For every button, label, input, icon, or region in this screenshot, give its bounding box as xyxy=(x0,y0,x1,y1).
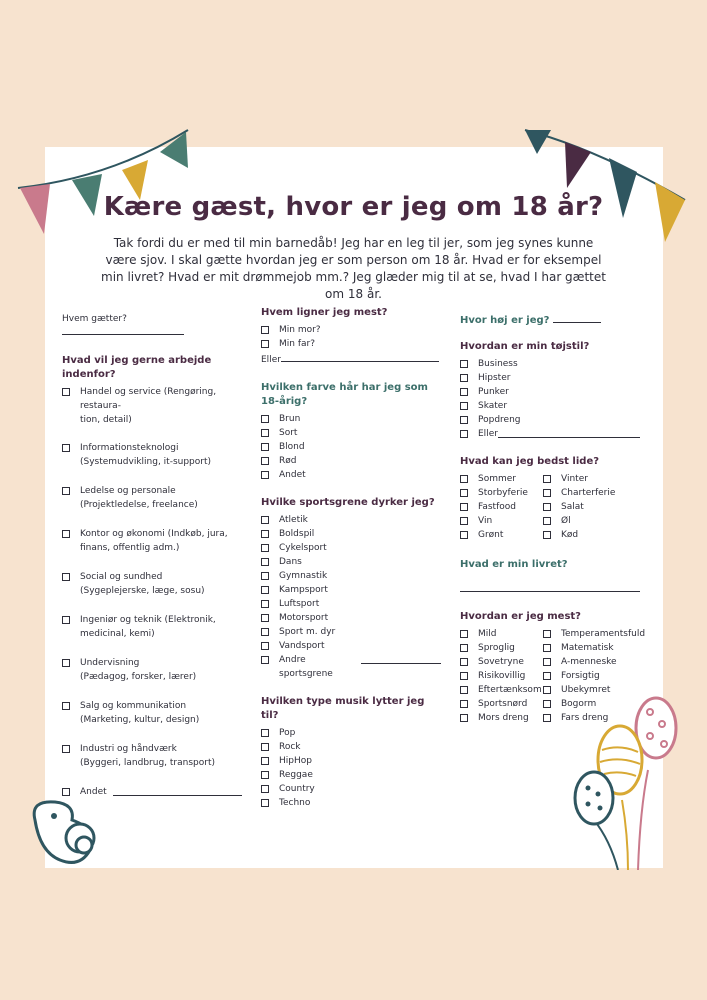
traits-option[interactable]: Risikovillig xyxy=(460,669,543,683)
checkbox[interactable] xyxy=(261,614,269,622)
checkbox[interactable] xyxy=(62,616,70,624)
hair-option[interactable]: Sort xyxy=(261,426,441,440)
traits-option[interactable]: Matematisk xyxy=(543,641,640,655)
checkbox[interactable] xyxy=(543,531,551,539)
checkbox[interactable] xyxy=(543,489,551,497)
style-option[interactable]: Punker xyxy=(460,385,640,399)
sports-option[interactable]: Motorsport xyxy=(261,611,441,625)
checkbox[interactable] xyxy=(543,644,551,652)
guesser-field[interactable] xyxy=(62,324,184,335)
style-other-field[interactable] xyxy=(498,427,640,438)
sports-option-other[interactable]: Andre sportsgrene xyxy=(261,653,441,681)
column-middle xyxy=(261,306,441,810)
checkbox[interactable] xyxy=(261,572,269,580)
traits-option[interactable]: Forsigtig xyxy=(543,669,640,683)
work-option[interactable]: Social og sundhed (Sygeplejerske, læge, sosu) xyxy=(62,570,242,598)
traits-option[interactable]: Mors dreng xyxy=(460,711,543,725)
traits-option[interactable]: Sportsnørd xyxy=(460,697,543,711)
column-right xyxy=(460,306,646,725)
checkbox[interactable] xyxy=(62,530,70,538)
checkbox[interactable] xyxy=(62,659,70,667)
hair-option[interactable]: Blond xyxy=(261,440,441,454)
traits-option[interactable]: A-menneske xyxy=(543,655,640,669)
likes-option[interactable]: Fastfood xyxy=(460,500,543,514)
style-options xyxy=(460,357,640,441)
style-option-other[interactable]: Eller xyxy=(460,427,640,441)
traits-option[interactable]: Ubekymret xyxy=(543,683,640,697)
checkbox[interactable] xyxy=(62,573,70,581)
checkbox[interactable] xyxy=(460,416,468,424)
checkbox[interactable] xyxy=(62,444,70,452)
checkbox[interactable] xyxy=(261,785,269,793)
checkbox[interactable] xyxy=(261,600,269,608)
checkbox[interactable] xyxy=(62,745,70,753)
work-option[interactable]: Handel og service (Rengøring, restaura- tion, detail) xyxy=(62,385,242,427)
sports-option[interactable]: Gymnastik xyxy=(261,569,441,583)
checkbox[interactable] xyxy=(460,700,468,708)
checkbox[interactable] xyxy=(261,530,269,538)
checkbox[interactable] xyxy=(261,799,269,807)
traits-option[interactable]: Mild xyxy=(460,627,543,641)
checkbox[interactable] xyxy=(543,658,551,666)
checkbox[interactable] xyxy=(261,516,269,524)
sports-option[interactable]: Sport m. dyr xyxy=(261,625,441,639)
work-other-field[interactable] xyxy=(113,785,242,796)
checkbox[interactable] xyxy=(543,700,551,708)
likes-option[interactable]: Charterferie xyxy=(543,486,640,500)
likes-question: Hvad kan jeg bedst lide? xyxy=(460,456,600,467)
sports-option[interactable]: Atletik xyxy=(261,513,441,527)
likes-option[interactable]: Kød xyxy=(543,528,640,542)
sports-option[interactable]: Luftsport xyxy=(261,597,441,611)
guesser-label: Hvem gætter? xyxy=(62,314,127,324)
checkbox[interactable] xyxy=(460,503,468,511)
traits-option[interactable]: Sproglig xyxy=(460,641,543,655)
checkbox[interactable] xyxy=(261,628,269,636)
work-option[interactable]: Ingeniør og teknik (Elektronik, medicinal, kemi) xyxy=(62,613,242,641)
music-option[interactable]: Pop xyxy=(261,726,441,740)
hair-option[interactable]: Andet xyxy=(261,468,441,482)
music-option[interactable]: Reggae xyxy=(261,768,441,782)
intro-text: Tak fordi du er med til min barnedåb! Jeg har en leg til jer, som jeg synes kunne være sjov. I skal gætte hvordan jeg er som person om 18 år. Hvad er for eksempel min livret? Hvad er mit drømmejob mm.? Jeg glæder mig til at se, hvad I har gættet om 18 år. xyxy=(101,236,606,301)
resemble-other-field[interactable] xyxy=(281,351,439,362)
music-option[interactable]: HipHop xyxy=(261,754,441,768)
work-option[interactable]: Ledelse og personale (Projektledelse, freelance) xyxy=(62,484,242,512)
hair-option[interactable]: Brun xyxy=(261,412,441,426)
dish-question: Hvad er min livret? xyxy=(460,559,568,570)
likes-options xyxy=(460,472,640,542)
checkbox[interactable] xyxy=(460,672,468,680)
dish-field[interactable] xyxy=(460,581,640,592)
style-question: Hvordan er min tøjstil? xyxy=(460,341,590,352)
checkbox[interactable] xyxy=(62,487,70,495)
work-option[interactable]: Informationsteknologi (Systemudvikling, it-support) xyxy=(62,441,242,469)
checkbox[interactable] xyxy=(460,489,468,497)
work-option-other[interactable]: Andet xyxy=(62,785,242,799)
checkbox[interactable] xyxy=(261,443,269,451)
likes-option[interactable]: Salat xyxy=(543,500,640,514)
guesser-row xyxy=(62,314,242,338)
sports-option[interactable]: Vandsport xyxy=(261,639,441,653)
work-options xyxy=(62,385,242,799)
checkbox[interactable] xyxy=(261,471,269,479)
likes-option[interactable]: Øl xyxy=(543,514,640,528)
checkbox[interactable] xyxy=(261,771,269,779)
bunting-left-icon xyxy=(10,118,210,248)
resemble-option[interactable]: Min mor? xyxy=(261,323,441,337)
sports-options xyxy=(261,513,441,681)
traits-option[interactable]: Temperamentsfuld xyxy=(543,627,640,641)
checkbox[interactable] xyxy=(460,475,468,483)
likes-option[interactable]: Sommer xyxy=(460,472,543,486)
checkbox[interactable] xyxy=(460,644,468,652)
hair-option[interactable]: Rød xyxy=(261,454,441,468)
traits-option[interactable]: Sovetryne xyxy=(460,655,543,669)
checkbox[interactable] xyxy=(261,429,269,437)
sports-question: Hvilke sportsgrene dyrker jeg? xyxy=(261,497,435,508)
checkbox[interactable] xyxy=(543,686,551,694)
work-option[interactable]: Salg og kommunikation (Marketing, kultur, design) xyxy=(62,699,242,727)
hair-options xyxy=(261,412,441,482)
resemble-other-row: Eller xyxy=(261,351,441,367)
music-question: Hvilken type musik lytter jeg til? xyxy=(261,696,425,721)
checkbox[interactable] xyxy=(460,686,468,694)
checkbox[interactable] xyxy=(460,531,468,539)
checkbox[interactable] xyxy=(261,415,269,423)
likes-option[interactable]: Storbyferie xyxy=(460,486,543,500)
checkbox[interactable] xyxy=(543,475,551,483)
checkbox[interactable] xyxy=(460,360,468,368)
work-question: Hvad vil jeg gerne arbejde indenfor? xyxy=(62,355,212,380)
page-title: Kære gæst, hvor er jeg om 18 år? xyxy=(103,192,604,222)
checkbox[interactable] xyxy=(543,503,551,511)
sports-option[interactable]: Kampsport xyxy=(261,583,441,597)
resemble-option[interactable]: Min far? xyxy=(261,337,441,351)
work-option[interactable]: Kontor og økonomi (Indkøb, jura, finans, offentlig adm.) xyxy=(62,527,242,555)
checkbox[interactable] xyxy=(460,388,468,396)
checkbox[interactable] xyxy=(261,457,269,465)
music-option[interactable]: Rock xyxy=(261,740,441,754)
checkbox[interactable] xyxy=(261,757,269,765)
music-option[interactable]: Techno xyxy=(261,796,441,810)
checkbox[interactable] xyxy=(460,517,468,525)
height-row: Hvor høj er jeg? xyxy=(460,312,640,328)
likes-option[interactable]: Vin xyxy=(460,514,543,528)
checkbox[interactable] xyxy=(460,402,468,410)
checkbox[interactable] xyxy=(261,743,269,751)
sports-option[interactable]: Dans xyxy=(261,555,441,569)
checkbox[interactable] xyxy=(460,658,468,666)
traits-option[interactable]: Eftertænksom xyxy=(460,683,543,697)
style-option[interactable]: Business xyxy=(460,357,640,371)
balloons-icon xyxy=(570,690,690,870)
music-option[interactable]: Country xyxy=(261,782,441,796)
checkbox[interactable] xyxy=(261,326,269,334)
sports-option[interactable]: Cykelsport xyxy=(261,541,441,555)
checkbox[interactable] xyxy=(261,586,269,594)
checkbox[interactable] xyxy=(543,714,551,722)
checkbox[interactable] xyxy=(261,642,269,650)
checkbox[interactable] xyxy=(543,672,551,680)
checkbox[interactable] xyxy=(261,340,269,348)
checkbox[interactable] xyxy=(460,374,468,382)
music-options xyxy=(261,726,441,810)
traits-option[interactable]: Bogorm xyxy=(543,697,640,711)
traits-question: Hvordan er jeg mest? xyxy=(460,611,581,622)
checkbox[interactable] xyxy=(261,544,269,552)
checkbox[interactable] xyxy=(261,729,269,737)
height-field[interactable] xyxy=(553,312,601,323)
likes-option[interactable]: Vinter xyxy=(543,472,640,486)
work-option[interactable]: Industri og håndværk (Byggeri, landbrug, transport) xyxy=(62,742,242,770)
likes-option[interactable]: Grønt xyxy=(460,528,543,542)
work-option[interactable]: Undervisning (Pædagog, forsker, lærer) xyxy=(62,656,242,684)
checkbox[interactable] xyxy=(460,630,468,638)
checkbox[interactable] xyxy=(261,656,269,664)
traits-option[interactable]: Fars dreng xyxy=(543,711,640,725)
checkbox[interactable] xyxy=(460,430,468,438)
hair-question: Hvilken farve hår har jeg som 18-årig? xyxy=(261,382,428,407)
checkbox[interactable] xyxy=(543,630,551,638)
resemble-question: Hvem ligner jeg mest? xyxy=(261,307,388,318)
style-option[interactable]: Popdreng xyxy=(460,413,640,427)
style-option[interactable]: Skater xyxy=(460,399,640,413)
sports-option[interactable]: Boldspil xyxy=(261,527,441,541)
checkbox[interactable] xyxy=(460,714,468,722)
column-work xyxy=(62,306,242,799)
sports-other-field[interactable] xyxy=(361,653,441,664)
checkbox[interactable] xyxy=(62,702,70,710)
checkbox[interactable] xyxy=(62,388,70,396)
checkbox[interactable] xyxy=(543,517,551,525)
pacifier-icon xyxy=(20,790,130,880)
checkbox[interactable] xyxy=(261,558,269,566)
style-option[interactable]: Hipster xyxy=(460,371,640,385)
